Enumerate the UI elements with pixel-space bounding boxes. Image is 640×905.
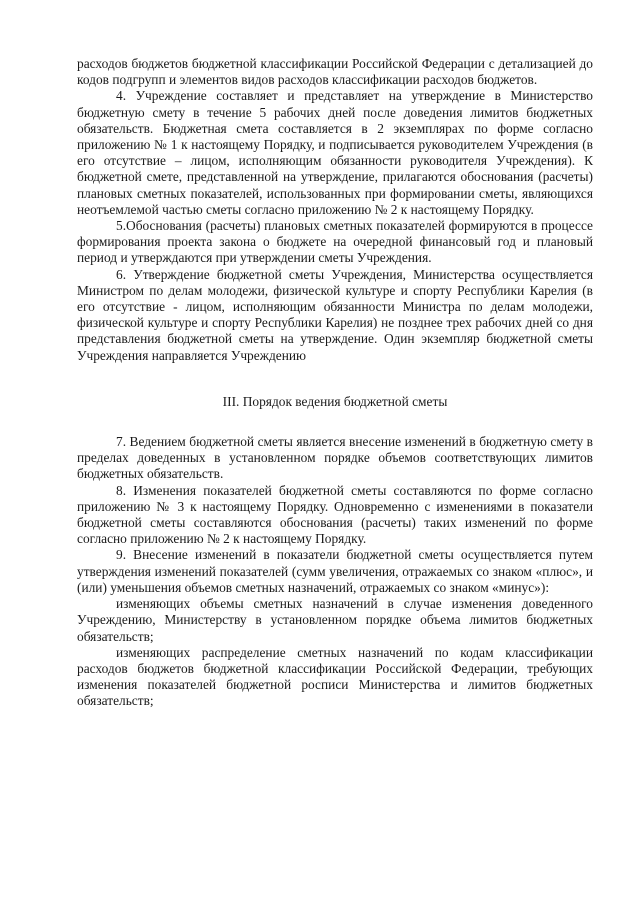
paragraph-item-7: 7. Ведением бюджетной сметы является внесение изменений в бюджетную смету в пределах доведенных в установленном порядке объемов соответствующих лимитов бюджетных обязательств. [77,434,593,482]
section-heading: III. Порядок ведения бюджетной сметы [222,393,448,409]
paragraph-subitem-1: изменяющих объемы сметных назначений в случае изменения доведенного Учреждению, Министерству в установленном порядке объема лимитов бюджетных обязательств; [77,596,593,644]
paragraph-item-6: 6. Утверждение бюджетной сметы Учреждения, Министерства осуществляется Министром по делам молодежи, физической культуре и спорту Республики Карелия (в его отсутствие - лицом, исполняющим обязанности Министра по делам молодежи, физической культуре и спорту Республики Карелия) не позднее трех рабочих дней со дня представления бюджетной сметы на утверждение. Один экземпляр бюджетной сметы Учреждения направляется Учреждению [77,266,593,363]
paragraph-subitem-2: изменяющих распределение сметных назначений по кодам классификации расходов бюджетов бюджетной классификации Российской Федерации, требующих изменения показателей бюджетной росписи Министерства и лимитов бюджетных обязательств; [77,644,593,709]
paragraph-continuation: расходов бюджетов бюджетной классификации Российской Федерации с детализацией до кодов подгрупп и элементов видов расходов классификации расходов бюджетов. [77,56,593,88]
document-page [77,56,593,710]
paragraph-item-5: 5.Обоснования (расчеты) плановых сметных показателей формируются в процессе формирования проекта закона о бюджете на очередной финансовый год и плановый период и утверждаются при утверждении сметы Учреждения. [77,218,593,266]
paragraph-item-4: 4. Учреждение составляет и представляет на утверждение в Министерство бюджетную смету в течение 5 рабочих дней после доведения лимитов бюджетных обязательств. Бюджетная смета составляется в 2 экземплярах по форме согласно приложению № 1 к настоящему Порядку, и подписывается руководителем Учреждения (в его отсутствие – лицом, исполняющим обязанности руководителя Учреждения). К бюджетной смете, представленной на утверждение, прилагаются обоснования (расчеты) плановых сметных показателей, использованных при формировании сметы, являющихся неотъемлемой частью сметы согласно приложению № 2 к настоящему Порядку. [77,88,593,217]
paragraph-item-9: 9. Внесение изменений в показатели бюджетной сметы осуществляется путем утверждения изменений показателей (сумм увеличения, отражаемых со знаком «плюс», и (или) уменьшения объемов сметных назначений, отражаемых со знаком «минус»): [77,547,593,595]
paragraph-item-8: 8. Изменения показателей бюджетной сметы составляются по форме согласно приложению № 3 к настоящему Порядку. Одновременно с изменениями в показатели бюджетной сметы составляются обоснования (расчеты) таких изменений по форме согласно приложению № 2 к настоящему Порядку. [77,482,593,547]
